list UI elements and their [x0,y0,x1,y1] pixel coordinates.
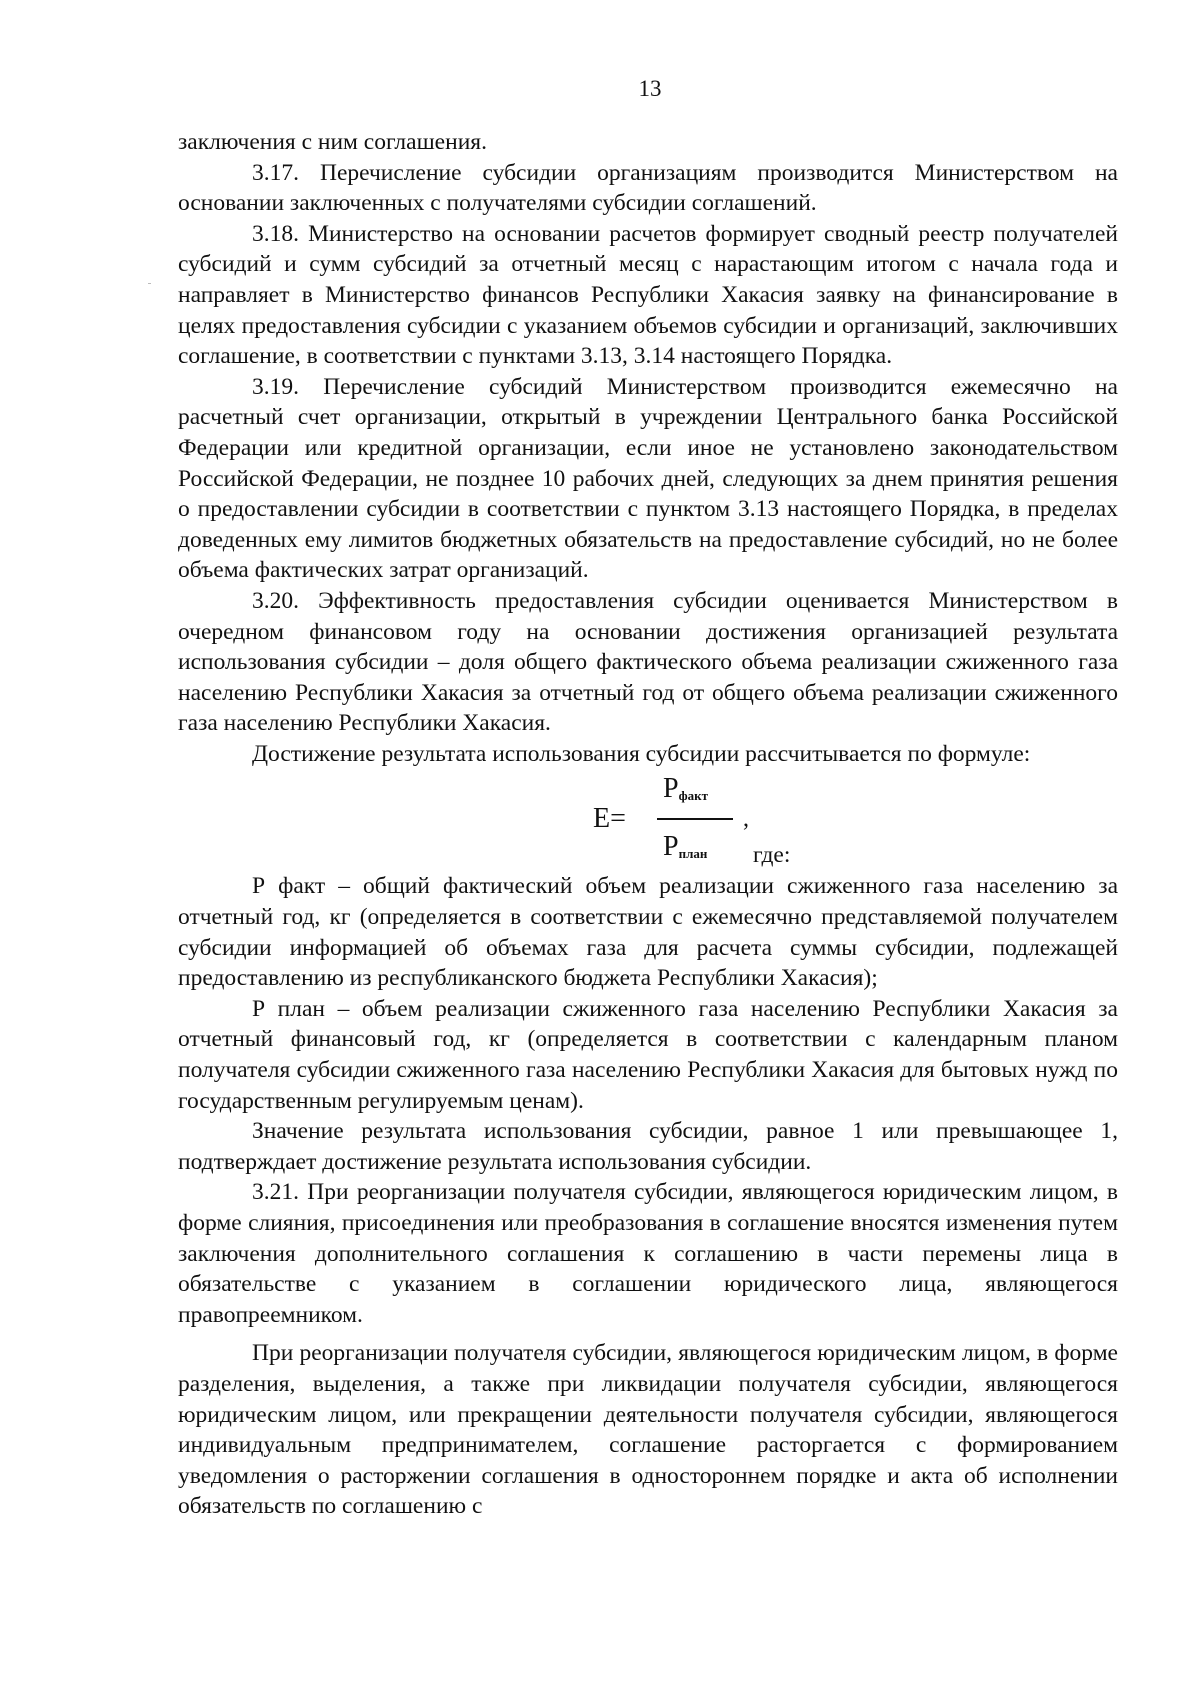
margin-mark [148,283,151,284]
formula-numerator-subscript: факт [678,788,708,804]
formula-numerator [663,775,708,810]
paragraph-continuation: заключения с ним соглашения. [178,129,487,155]
paragraph-3-19: 3.19. Перечисление субсидий Министерством производится ежемесячно на расчетный счет организации, открытый в учреждении Центрального банка Российской Федерации или кредитной организации, если иное не установлено законодательством Российской Федерации, не позднее 10 рабочих дней, следующих за днем принятия решения о предоставлении субсидии в соответствии с пунктом 3.13 настоящего Порядка, в пределах доведенных ему лимитов бюджетных обязательств на предоставление субсидий, но не более объема фактических затрат организаций. [178,373,1118,584]
formula-denominator-symbol: P [663,831,679,863]
formula-where: где: [753,842,791,869]
formula-numerator-symbol: P [663,773,679,805]
paragraph-3-18: 3.18. Министерство на основании расчетов формирует сводный реестр получателей субсидий и сумм субсидий за отчетный месяц с нарастающим итогом с начала года и направляет в Министерство финансов Республики Хакасия заявку на финансирование в целях предоставления субсидии с указанием объемов субсидии и организаций, заключивших соглашение, в соответствии с пунктами 3.13, 3.14 настоящего Порядка. [178,220,1118,370]
document-body [178,127,1118,1522]
paragraph-result-value: Значение результата использования субсидии, равное 1 или превышающее 1, подтверждает достижение результата использования субсидии. [178,1118,1118,1175]
paragraph-3-20: 3.20. Эффективность предоставления субсидии оценивается Министерством в очередном финансовом году на основании достижения организацией результата использования субсидии – доля общего фактического объема реализации сжиженного газа населению Республики Хакасия за отчетный год от общего объема реализации сжиженного газа населению Республики Хакасия. [178,587,1118,737]
formula-lhs: E= [593,803,626,835]
formula-comma: , [743,806,749,833]
page-number: 13 [638,76,662,101]
formula-denominator [663,833,707,868]
paragraph-formula-intro: Достижение результата использования субсидии рассчитывается по формуле: [252,740,1031,767]
paragraph-3-21: 3.21. При реорганизации получателя субсидии, являющегося юридическим лицом, в форме слияния, присоединения или преобразования в соглашение вносятся изменения путем заключения дополнительного соглашения к соглашению в части перемены лица в обязательстве с указанием в соглашении юридического лица, являющегося правопреемником. [178,1179,1118,1328]
paragraph-reorganization: При реорганизации получателя субсидии, являющегося юридическим лицом, в форме разделения, выделения, а также при ликвидации получателя субсидии, являющегося юридическим лицом, или прекращении деятельности получателя субсидии, являющегося индивидуальным предпринимателем, соглашение расторгается с формированием уведомления о расторжении соглашения в одностороннем порядке и акта об исполнении обязательств по соглашению с [178,1340,1118,1520]
paragraph-p-fact: Р факт – общий фактический объем реализации сжиженного газа населению за отчетный год, кг (определяется в соответствии с ежемесячно представляемой получателем субсидии информацией об объемах газа для расчета суммы субсидии, подлежащей предоставлению из республиканского бюджета Республики Хакасия); [178,873,1118,992]
fraction-line [657,818,733,820]
paragraph-p-plan: Р план – объем реализации сжиженного газа населению Республики Хакасия за отчетный финансовый год, кг (определяется в соответствии с календарным планом получателя субсидии сжиженного газа населению Республики Хакасия для бытовых нужд по государственным регулируемым ценам). [178,995,1118,1114]
paragraph-3-17: 3.17. Перечисление субсидии организациям производится Министерством на основании заключенных с получателями субсидии соглашений. [178,159,1118,217]
formula-denominator-subscript: план [678,846,708,862]
formula-block [178,771,1118,871]
